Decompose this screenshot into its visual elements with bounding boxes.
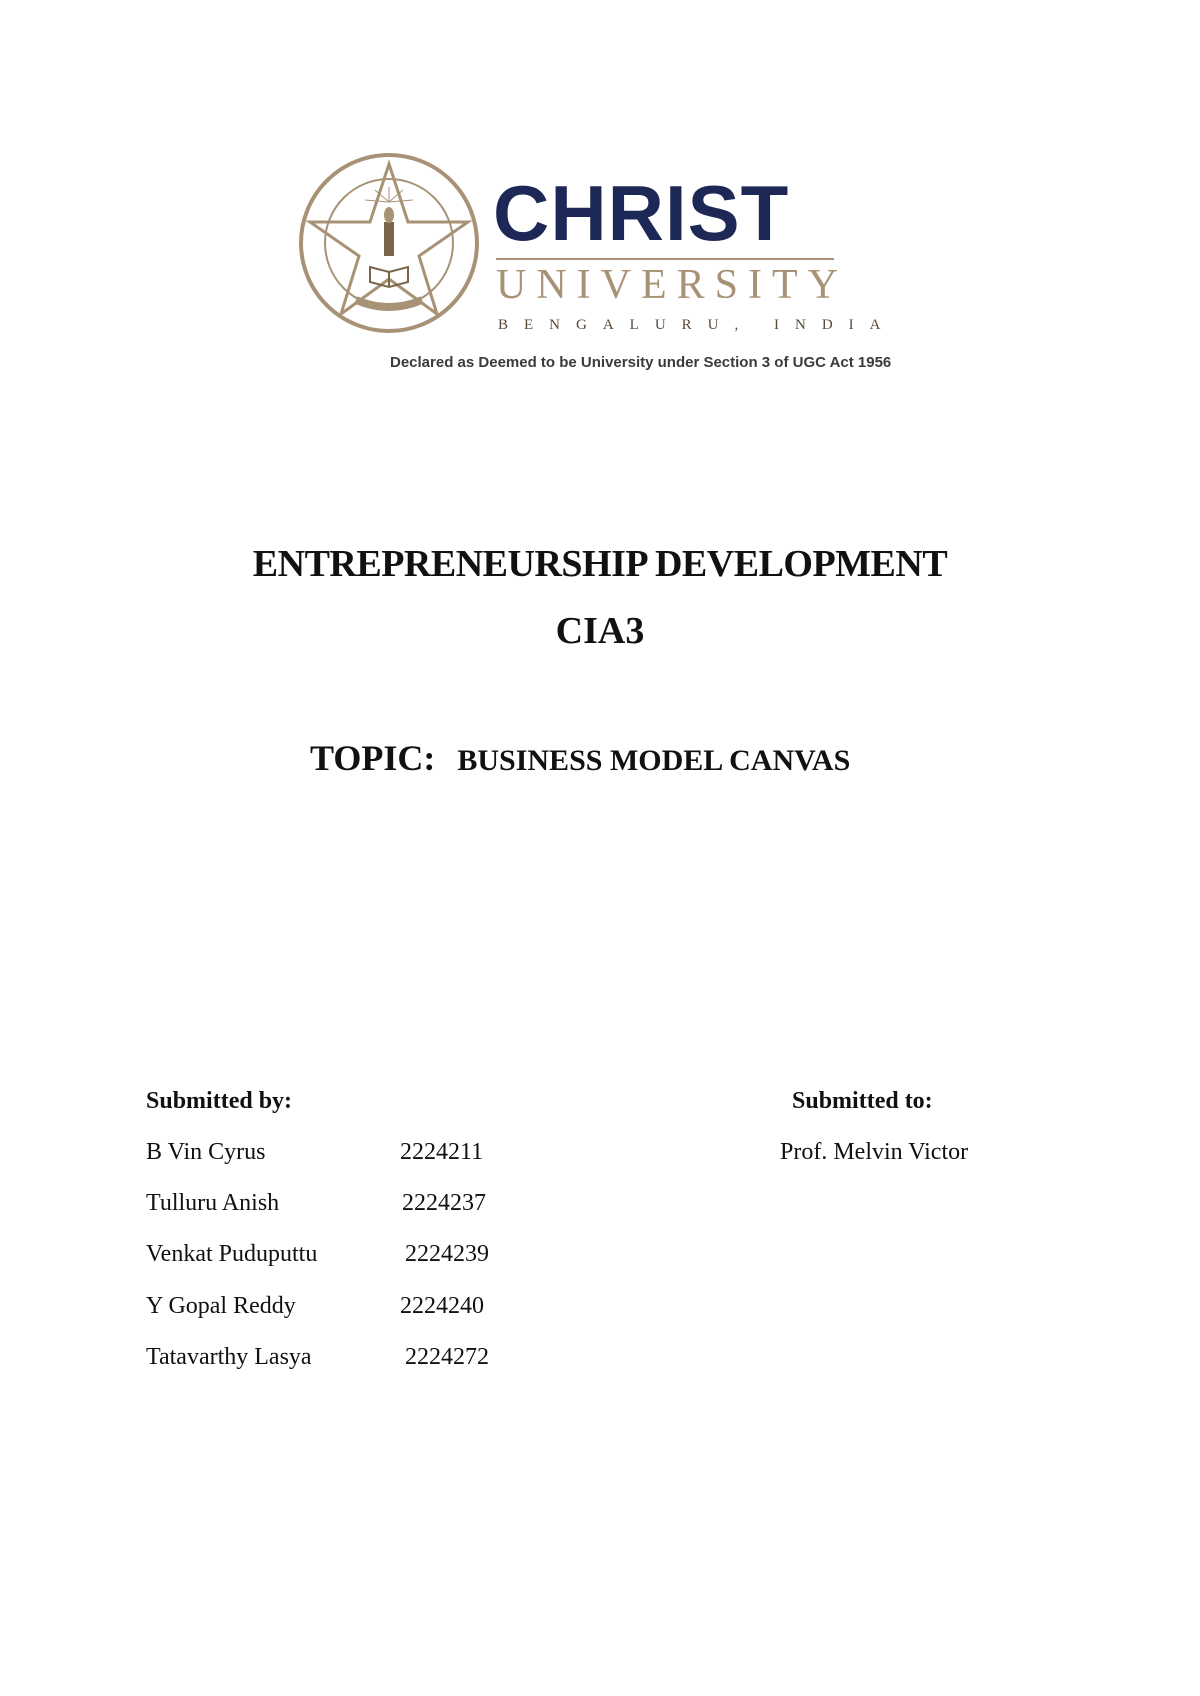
member-id: 2224239 [405,1241,489,1267]
submitted-by-label: Submitted by: [146,1088,293,1114]
member-name: Tulluru Anish [146,1190,280,1216]
assessment-title: CIA3 [555,610,645,652]
university-name: CHRIST [493,169,790,257]
topic-value: BUSINESS MODEL CANVAS [457,744,851,777]
member-id: 2224237 [402,1190,486,1216]
university-seal-icon [298,152,480,334]
course-title: ENTREPRENEURSHIP DEVELOPMENT [252,543,948,585]
topic-label: TOPIC: [310,738,436,778]
member-name: Y Gopal Reddy [146,1293,296,1319]
member-id: 2224240 [400,1293,484,1319]
member-name: B Vin Cyrus [146,1139,266,1165]
member-name: Tatavarthy Lasya [146,1344,312,1370]
university-logo [298,152,897,382]
topic-line [310,740,850,776]
member-name: Venkat Puduputtu [146,1241,318,1267]
member-id: 2224211 [400,1139,484,1165]
university-subtitle: UNIVERSITY [496,262,848,308]
member-id: 2224272 [405,1344,489,1370]
university-location: BENGALURU, INDIA [498,317,897,333]
submitted-to-label: Submitted to: [792,1088,933,1114]
supervisor-name: Prof. Melvin Victor [780,1139,969,1165]
logo-divider [496,258,834,260]
university-declaration: Declared as Deemed to be University under Section 3 of UGC Act 1956 [390,354,892,371]
